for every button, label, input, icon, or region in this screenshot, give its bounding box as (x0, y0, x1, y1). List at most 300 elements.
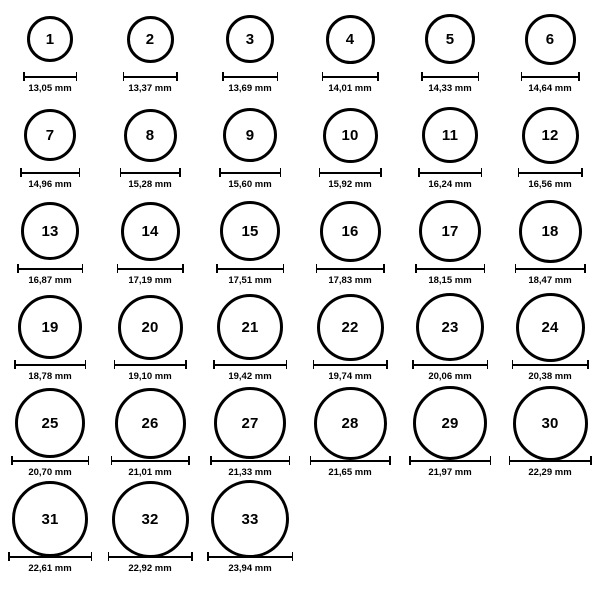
measure-tick-left (515, 264, 517, 273)
measure-line (8, 556, 92, 558)
measure-line (409, 460, 491, 462)
ring-size-cell (0, 488, 100, 584)
ring-circle-wrap (112, 488, 189, 550)
diameter-label: 17,19 mm (128, 275, 172, 286)
ring-size-cell (400, 8, 500, 104)
diameter-measure-bar (11, 456, 89, 465)
ring-circle (425, 14, 475, 64)
diameter-measure-bar (219, 168, 281, 177)
ring-size-number: 9 (245, 126, 255, 144)
measure-tick-right (383, 264, 385, 273)
ring-circle (115, 388, 186, 459)
ring-size-number: 22 (341, 318, 359, 336)
ring-circle (317, 294, 384, 361)
diameter-label: 19,42 mm (228, 371, 272, 382)
diameter-label: 13,37 mm (128, 83, 172, 94)
measure-line (11, 460, 89, 462)
diameter-measure-bar (319, 168, 382, 177)
measure-tick-right (292, 552, 294, 561)
ring-circle-wrap (214, 392, 286, 454)
measure-tick-left (219, 168, 221, 177)
ring-size-number: 24 (541, 318, 559, 336)
ring-size-cell (200, 296, 300, 392)
ring-circle-wrap (226, 8, 274, 70)
ring-size-number: 17 (441, 222, 459, 240)
measure-tick-left (114, 360, 116, 369)
measure-tick-right (289, 456, 291, 465)
ring-circle-wrap (522, 104, 579, 166)
measure-line (108, 556, 193, 558)
ring-circle (223, 108, 277, 162)
ring-circle (525, 14, 576, 65)
measure-tick-right (182, 264, 184, 273)
diameter-measure-bar (515, 264, 586, 273)
measure-tick-right (79, 168, 81, 177)
measure-line (518, 172, 583, 174)
ring-circle-wrap (413, 392, 487, 454)
diameter-measure-bar (207, 552, 293, 561)
measure-line (210, 460, 290, 462)
ring-size-number: 25 (41, 414, 59, 432)
diameter-measure-bar (509, 456, 592, 465)
ring-circle (121, 202, 180, 261)
diameter-label: 21,97 mm (428, 467, 472, 478)
measure-tick-left (409, 456, 411, 465)
ring-size-number: 11 (441, 126, 459, 144)
diameter-measure-bar (117, 264, 184, 273)
diameter-label: 20,38 mm (528, 371, 572, 382)
measure-tick-right (188, 456, 190, 465)
measure-line (322, 76, 379, 78)
measure-line (313, 364, 388, 366)
ring-size-number: 19 (41, 318, 59, 336)
diameter-label: 17,51 mm (228, 275, 272, 286)
measure-tick-left (20, 168, 22, 177)
ring-size-number: 29 (441, 414, 459, 432)
ring-circle (326, 15, 375, 64)
diameter-measure-bar (412, 360, 488, 369)
measure-tick-left (117, 264, 119, 273)
measure-line (219, 172, 281, 174)
ring-circle (320, 201, 381, 262)
measure-line (512, 364, 589, 366)
measure-tick-left (123, 72, 125, 81)
measure-line (310, 460, 391, 462)
ring-size-number: 12 (541, 126, 559, 144)
ring-size-number: 4 (345, 30, 355, 48)
ring-size-cell (0, 200, 100, 296)
ring-size-number: 33 (241, 510, 259, 528)
measure-tick-left (207, 552, 209, 561)
ring-circle-wrap (516, 296, 585, 358)
ring-circle-wrap (121, 200, 180, 262)
measure-tick-left (316, 264, 318, 273)
ring-circle-wrap (323, 104, 378, 166)
ring-size-number: 26 (141, 414, 159, 432)
ring-circle-wrap (326, 8, 375, 70)
ring-size-cell (200, 488, 300, 584)
measure-tick-right (389, 456, 391, 465)
diameter-label: 14,96 mm (28, 179, 72, 190)
ring-size-number: 3 (245, 30, 255, 48)
ring-circle-wrap (422, 104, 478, 166)
ring-size-cell (200, 200, 300, 296)
ring-size-number: 28 (341, 414, 359, 432)
measure-tick-left (23, 72, 25, 81)
measure-tick-left (521, 72, 523, 81)
ring-size-cell-empty (400, 488, 500, 584)
ring-size-cell (0, 104, 100, 200)
diameter-measure-bar (222, 72, 278, 81)
measure-tick-left (322, 72, 324, 81)
diameter-label: 16,56 mm (528, 179, 572, 190)
diameter-label: 22,92 mm (128, 563, 172, 574)
measure-tick-right (280, 168, 282, 177)
measure-tick-left (319, 168, 321, 177)
measure-tick-right (590, 456, 592, 465)
diameter-measure-bar (14, 360, 86, 369)
ring-circle (21, 202, 79, 260)
measure-line (213, 364, 287, 366)
ring-size-number: 31 (41, 510, 59, 528)
measure-tick-right (283, 264, 285, 273)
ring-size-cell (400, 392, 500, 488)
diameter-label: 15,92 mm (328, 179, 372, 190)
measure-line (509, 460, 592, 462)
measure-tick-right (484, 264, 486, 273)
diameter-label: 18,15 mm (428, 275, 472, 286)
diameter-label: 14,33 mm (428, 83, 472, 94)
ring-size-cell-empty (500, 488, 600, 584)
measure-tick-left (310, 456, 312, 465)
ring-circle (12, 481, 88, 557)
measure-tick-right (478, 72, 480, 81)
ring-size-cell (100, 8, 200, 104)
ring-size-number: 15 (241, 222, 259, 240)
measure-tick-left (11, 456, 13, 465)
ring-circle-wrap (317, 296, 384, 358)
ring-size-number: 23 (441, 318, 459, 336)
measure-tick-right (581, 168, 583, 177)
diameter-measure-bar (23, 72, 77, 81)
ring-circle (422, 107, 478, 163)
diameter-measure-bar (120, 168, 181, 177)
diameter-label: 15,60 mm (228, 179, 272, 190)
ring-circle-wrap (513, 392, 588, 454)
diameter-label: 23,94 mm (228, 563, 272, 574)
ring-size-cell (500, 104, 600, 200)
measure-tick-right (179, 168, 181, 177)
ring-circle (314, 387, 387, 460)
diameter-measure-bar (518, 168, 583, 177)
ring-circle (217, 294, 283, 360)
ring-size-cell (0, 392, 100, 488)
measure-tick-right (88, 456, 90, 465)
ring-size-number: 7 (45, 126, 55, 144)
ring-circle-wrap (223, 104, 277, 166)
ring-size-cell-empty (300, 488, 400, 584)
ring-circle-wrap (519, 200, 582, 262)
measure-tick-right (185, 360, 187, 369)
ring-circle-wrap (21, 200, 79, 262)
measure-tick-left (17, 264, 19, 273)
diameter-label: 15,28 mm (128, 179, 172, 190)
ring-circle-wrap (12, 488, 88, 550)
ring-circle (513, 386, 588, 461)
measure-tick-right (481, 168, 483, 177)
measure-line (412, 364, 488, 366)
ring-size-cell (100, 104, 200, 200)
diameter-measure-bar (8, 552, 92, 561)
ring-size-cell (400, 200, 500, 296)
measure-tick-left (108, 552, 110, 561)
ring-size-number: 32 (141, 510, 159, 528)
ring-circle-wrap (211, 488, 289, 550)
diameter-label: 17,83 mm (328, 275, 372, 286)
measure-line (207, 556, 293, 558)
ring-circle (118, 295, 183, 360)
ring-circle (211, 480, 289, 558)
measure-tick-right (487, 360, 489, 369)
diameter-measure-bar (17, 264, 83, 273)
ring-size-cell (200, 104, 300, 200)
diameter-measure-bar (521, 72, 580, 81)
diameter-measure-bar (409, 456, 491, 465)
measure-tick-left (8, 552, 10, 561)
measure-tick-right (380, 168, 382, 177)
diameter-measure-bar (114, 360, 187, 369)
ring-circle-wrap (314, 392, 387, 454)
diameter-measure-bar (111, 456, 190, 465)
ring-circle-wrap (115, 392, 186, 454)
ring-size-cell (500, 296, 600, 392)
measure-tick-left (222, 72, 224, 81)
ring-size-cell (400, 296, 500, 392)
ring-size-cell (100, 392, 200, 488)
measure-tick-left (415, 264, 417, 273)
measure-line (521, 76, 580, 78)
measure-tick-right (377, 72, 379, 81)
measure-tick-left (518, 168, 520, 177)
ring-circle-wrap (419, 200, 481, 262)
measure-tick-right (584, 264, 586, 273)
ring-size-cell (500, 392, 600, 488)
ring-size-number: 8 (145, 126, 155, 144)
measure-line (14, 364, 86, 366)
ring-size-number: 27 (241, 414, 259, 432)
ring-circle (24, 109, 76, 161)
diameter-label: 13,69 mm (228, 83, 272, 94)
diameter-label: 16,24 mm (428, 179, 472, 190)
diameter-measure-bar (123, 72, 178, 81)
measure-tick-left (210, 456, 212, 465)
diameter-label: 13,05 mm (28, 83, 72, 94)
ring-circle-wrap (24, 104, 76, 166)
measure-tick-left (421, 72, 423, 81)
ring-size-cell (100, 200, 200, 296)
ring-size-number: 6 (545, 30, 555, 48)
diameter-label: 22,29 mm (528, 467, 572, 478)
ring-size-number: 1 (45, 30, 55, 48)
measure-tick-left (412, 360, 414, 369)
ring-size-cell (300, 200, 400, 296)
measure-tick-right (578, 72, 580, 81)
ring-size-cell (200, 392, 300, 488)
measure-line (17, 268, 83, 270)
ring-circle (15, 388, 85, 458)
ring-circle (522, 107, 579, 164)
measure-tick-left (216, 264, 218, 273)
diameter-measure-bar (310, 456, 391, 465)
ring-circle-wrap (217, 296, 283, 358)
measure-line (23, 76, 77, 78)
ring-circle (419, 200, 481, 262)
measure-tick-right (490, 456, 492, 465)
ring-circle (112, 481, 189, 558)
measure-tick-left (512, 360, 514, 369)
ring-circle (323, 108, 378, 163)
diameter-measure-bar (512, 360, 589, 369)
ring-size-cell (300, 8, 400, 104)
measure-line (114, 364, 187, 366)
diameter-measure-bar (216, 264, 284, 273)
ring-size-number: 5 (445, 30, 455, 48)
diameter-label: 16,87 mm (28, 275, 72, 286)
measure-line (120, 172, 181, 174)
ring-size-number: 2 (145, 30, 155, 48)
ring-size-cell (200, 8, 300, 104)
diameter-measure-bar (418, 168, 482, 177)
measure-line (415, 268, 485, 270)
ring-size-cell (100, 296, 200, 392)
measure-tick-right (277, 72, 279, 81)
ring-size-cell (300, 104, 400, 200)
measure-tick-right (91, 552, 93, 561)
ring-size-number: 10 (341, 126, 359, 144)
diameter-label: 20,06 mm (428, 371, 472, 382)
diameter-measure-bar (316, 264, 385, 273)
ring-size-cell (500, 200, 600, 296)
measure-line (111, 460, 190, 462)
diameter-label: 14,64 mm (528, 83, 572, 94)
diameter-measure-bar (20, 168, 80, 177)
ring-circle-wrap (118, 296, 183, 358)
measure-line (20, 172, 80, 174)
ring-circle-wrap (124, 104, 177, 166)
diameter-measure-bar (210, 456, 290, 465)
measure-tick-right (85, 360, 87, 369)
ring-circle (214, 387, 286, 459)
diameter-label: 22,61 mm (28, 563, 72, 574)
measure-tick-left (213, 360, 215, 369)
diameter-measure-bar (108, 552, 193, 561)
measure-line (117, 268, 184, 270)
diameter-label: 19,10 mm (128, 371, 172, 382)
ring-circle (519, 200, 582, 263)
ring-size-number: 21 (241, 318, 259, 336)
ring-size-number: 14 (141, 222, 159, 240)
ring-circle (220, 201, 280, 261)
measure-tick-right (587, 360, 589, 369)
ring-circle-wrap (320, 200, 381, 262)
ring-circle (18, 295, 82, 359)
ring-size-cell (100, 488, 200, 584)
ring-circle-wrap (15, 392, 85, 454)
ring-circle (516, 293, 585, 362)
ring-size-number: 13 (41, 222, 59, 240)
measure-tick-left (418, 168, 420, 177)
diameter-measure-bar (322, 72, 379, 81)
diameter-measure-bar (213, 360, 287, 369)
ring-circle-wrap (425, 8, 475, 70)
ring-size-number: 16 (341, 222, 359, 240)
measure-tick-right (176, 72, 178, 81)
measure-tick-right (76, 72, 78, 81)
ring-circle (127, 16, 174, 63)
diameter-measure-bar (421, 72, 479, 81)
ring-size-cell (300, 296, 400, 392)
measure-line (515, 268, 586, 270)
ring-circle-wrap (27, 8, 73, 70)
diameter-label: 14,01 mm (328, 83, 372, 94)
measure-tick-right (386, 360, 388, 369)
ring-size-cell (0, 8, 100, 104)
diameter-label: 18,78 mm (28, 371, 72, 382)
measure-tick-right (82, 264, 84, 273)
ring-circle-wrap (127, 8, 174, 70)
ring-size-number: 18 (541, 222, 559, 240)
measure-line (222, 76, 278, 78)
ring-circle-wrap (416, 296, 484, 358)
measure-tick-left (14, 360, 16, 369)
measure-line (123, 76, 178, 78)
diameter-measure-bar (415, 264, 485, 273)
measure-line (216, 268, 284, 270)
measure-line (316, 268, 385, 270)
ring-circle-wrap (525, 8, 576, 70)
measure-tick-left (120, 168, 122, 177)
ring-circle (124, 109, 177, 162)
diameter-label: 20,70 mm (28, 467, 72, 478)
diameter-label: 21,01 mm (128, 467, 172, 478)
measure-tick-left (509, 456, 511, 465)
ring-size-number: 30 (541, 414, 559, 432)
diameter-label: 21,33 mm (228, 467, 272, 478)
ring-circle (416, 293, 484, 361)
measure-tick-right (286, 360, 288, 369)
measure-tick-left (313, 360, 315, 369)
measure-tick-right (191, 552, 193, 561)
measure-tick-left (111, 456, 113, 465)
measure-line (418, 172, 482, 174)
ring-size-cell (300, 392, 400, 488)
ring-circle (413, 386, 487, 460)
ring-size-cell (400, 104, 500, 200)
ring-circle-wrap (220, 200, 280, 262)
ring-size-cell (500, 8, 600, 104)
diameter-label: 18,47 mm (528, 275, 572, 286)
ring-circle (27, 16, 73, 62)
diameter-label: 19,74 mm (328, 371, 372, 382)
diameter-measure-bar (313, 360, 388, 369)
measure-line (421, 76, 479, 78)
ring-circle-wrap (18, 296, 82, 358)
diameter-label: 21,65 mm (328, 467, 372, 478)
measure-line (319, 172, 382, 174)
ring-circle (226, 15, 274, 63)
ring-size-cell (0, 296, 100, 392)
ring-size-number: 20 (141, 318, 159, 336)
